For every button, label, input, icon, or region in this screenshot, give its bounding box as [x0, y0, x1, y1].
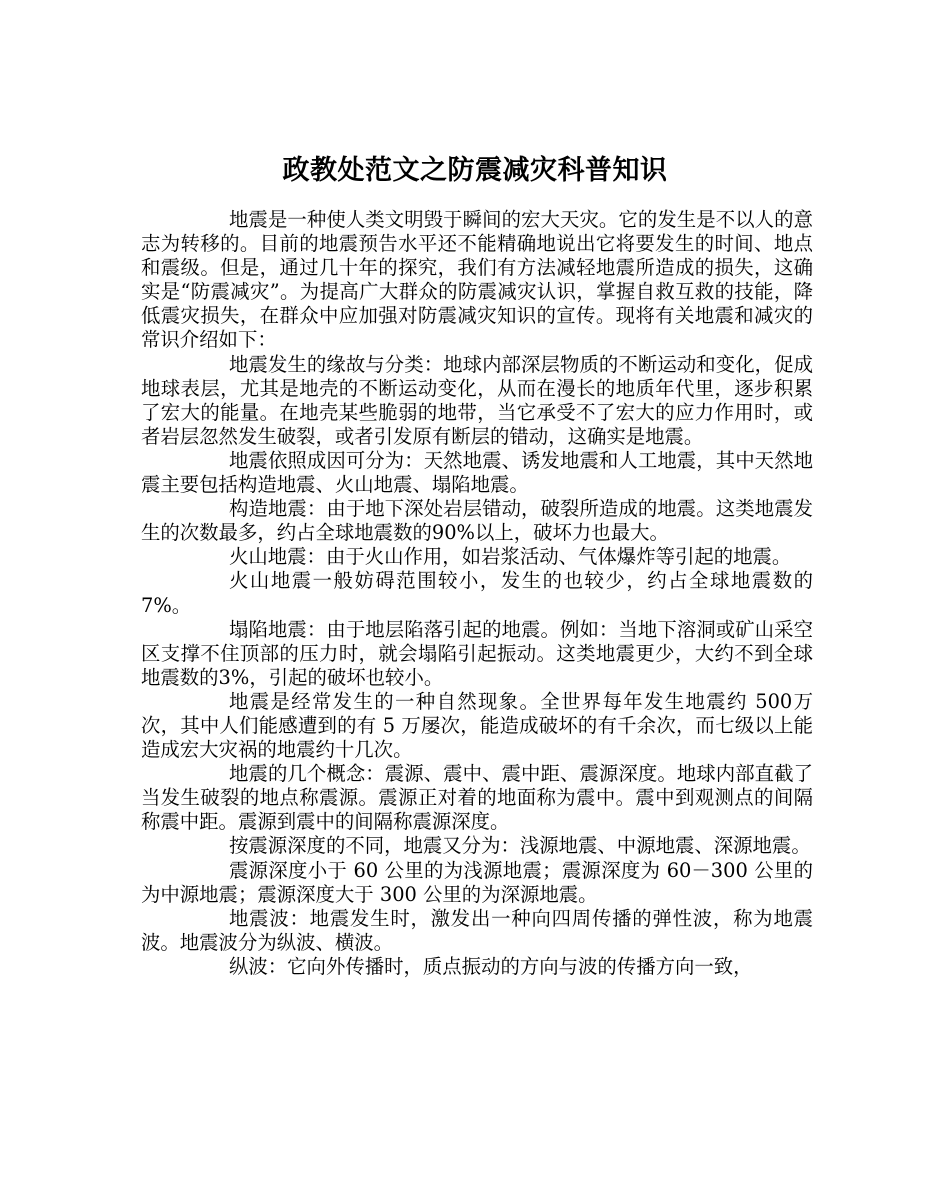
paragraph-earthquake-cause: 地震发生的缘故与分类：地球内部深层物质的不断运动和变化，促成地球表层，尤其是地壳的不断运动变化，从而在漫长的地质年代里，逐步积累了宏大的能量。在地壳某些脆弱的地带，当它承受不了宏大的应力作用时，或者岩层忽然发生破裂，或者引发原有断层的错动，这确实是地震。: [141, 352, 813, 448]
document-body: [141, 208, 813, 979]
paragraph-volcanic-impact: 火山地震一般妨碍范围较小，发生的也较少，约占全球地震数的7%。: [141, 569, 813, 617]
paragraph-earthquake-types: 地震依照成因可分为：天然地震、诱发地震和人工地震，其中天然地震主要包括构造地震、火山地震、塌陷地震。: [141, 448, 813, 497]
paragraph-depth-ranges: 震源深度小于 60 公里的为浅源地震；震源深度为 60－300 公里的为中源地震；震源深度大于 300 公里的为深源地震。: [141, 858, 813, 906]
paragraph-depth-classification: 按震源深度的不同，地震又分为：浅源地震、中源地震、深源地震。: [229, 834, 811, 858]
paragraph-tectonic-earthquake: 构造地震：由于地下深处岩层错动，破裂所造成的地震。这类地震发生的次数最多，约占全球地震数的90%以上，破坏力也最大。: [141, 497, 813, 545]
paragraph-introduction: 地震是一种使人类文明毁于瞬间的宏大天灾。它的发生是不以人的意志为转移的。目前的地震预告水平还不能精确地说出它将要发生的时间、地点和震级。但是，通过几十年的探究，我们有方法减轻地震所造成的损失，这确实是“防震减灾”。为提高广大群众的防震减灾认识，掌握自救互救的技能，降低震灾损失，在群众中应加强对防震减灾知识的宣传。现将有关地震和减灾的常识介绍如下：: [141, 208, 813, 352]
paragraph-seismic-waves: 地震波：地震发生时，激发出一种向四周传播的弹性波，称为地震波。地震波分为纵波、横波。: [141, 906, 813, 954]
paragraph-earthquake-frequency: 地震是经常发生的一种自然现象。全世界每年发生地震约 500万次，其中人们能感遭到的有 5 万屡次，能造成破坏的有千余次，而七级以上能造成宏大灾祸的地震约十几次。: [141, 689, 813, 762]
page-title: 政教处范文之防震减灾科普知识: [282, 155, 668, 187]
paragraph-longitudinal-wave: 纵波：它向外传播时，质点振动的方向与波的传播方向一致，: [229, 954, 753, 978]
paragraph-collapse-earthquake: 塌陷地震：由于地层陷落引起的地震。例如：当地下溶洞或矿山采空区支撑不住顶部的压力时，就会塌陷引起振动。这类地震更少，大约不到全球地震数的3%，引起的破坏也较小。: [141, 617, 813, 689]
paragraph-earthquake-concepts: 地震的几个概念：震源、震中、震中距、震源深度。地球内部直截了当发生破裂的地点称震源。震源正对着的地面称为震中。震中到观测点的间隔称震中距。震源到震中的间隔称震源深度。: [141, 762, 813, 834]
paragraph-volcanic-earthquake: 火山地震：由于火山作用，如岩浆活动、气体爆炸等引起的地震。: [229, 545, 792, 569]
